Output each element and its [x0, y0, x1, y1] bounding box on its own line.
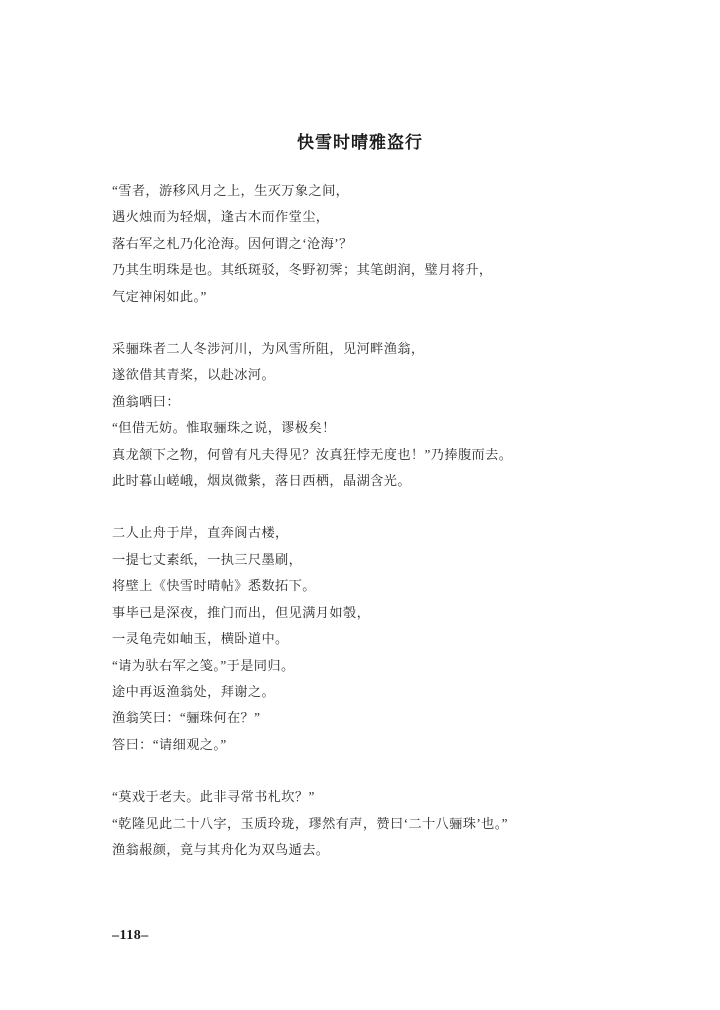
text-line: 二人止舟于岸，直奔阆古楼，: [112, 525, 289, 541]
text-line: 一提七丈素纸，一执三尺墨刷，: [112, 551, 303, 567]
text-line: 渔翁笑曰：“骊珠何在？”: [112, 710, 261, 726]
text-line: 乃其生明珠是也。其纸斑驳，冬野初霁；其笔朗润，璧月将升，: [112, 262, 493, 278]
document-body: [112, 178, 632, 889]
text-line: “但借无妨。惟取骊珠之说，谬极矣！: [112, 420, 336, 436]
page-number: –118–: [112, 928, 149, 943]
paragraph-4: [112, 784, 632, 863]
paragraph-3: [112, 520, 632, 758]
text-line: “莫戏于老夫。此非寻常书札坎？”: [112, 789, 315, 805]
text-line: 真龙颔下之物，何曾有凡夫得见？汝真狂悖无度也！”乃捧腹而去。: [112, 446, 513, 462]
text-line: “雪者，游移风月之上，生灭万象之间，: [112, 183, 350, 198]
text-line: 渔翁赧颜，竟与其舟化为双鸟遁去。: [112, 841, 330, 857]
text-line: 气定神闲如此。”: [112, 288, 207, 304]
text-line: 采骊珠者二人冬涉河川，为风雪所阻，见河畔渔翁，: [112, 341, 425, 357]
text-line: 事毕已是深夜，推门而出，但见满月如彀，: [112, 604, 371, 620]
paragraph-1: [112, 178, 632, 310]
text-line: 遇火烛而为轻烟，逢古木而作堂尘，: [112, 209, 330, 225]
text-line: 将壁上《快雪时晴帖》悉数拓下。: [112, 578, 316, 594]
text-line: 遂欲借其青桨，以赴冰河。: [112, 367, 276, 383]
text-line: “请为驮右军之笺。”于是同归。: [112, 657, 295, 673]
text-line: 途中再返渔翁处，拜谢之。: [112, 683, 276, 699]
paragraph-2: [112, 336, 632, 494]
text-line: 渔翁哂曰：: [112, 393, 180, 409]
text-line: 答曰：“请细观之。”: [112, 736, 227, 752]
text-line: 落右军之札乃化沧海。因何谓之‘沧海’？: [112, 235, 353, 251]
text-line: 一灵龟壳如岫玉，横卧道中。: [112, 631, 289, 647]
text-line: 此时暮山嵯峨，烟岚微紫，落日西栖，晶湖含光。: [112, 473, 411, 489]
text-line: “乾隆见此二十八字，玉质玲珑，璆然有声，赞曰‘二十八骊珠’也。”: [112, 815, 508, 831]
page-title: 快雪时晴雅盗行: [297, 133, 423, 152]
